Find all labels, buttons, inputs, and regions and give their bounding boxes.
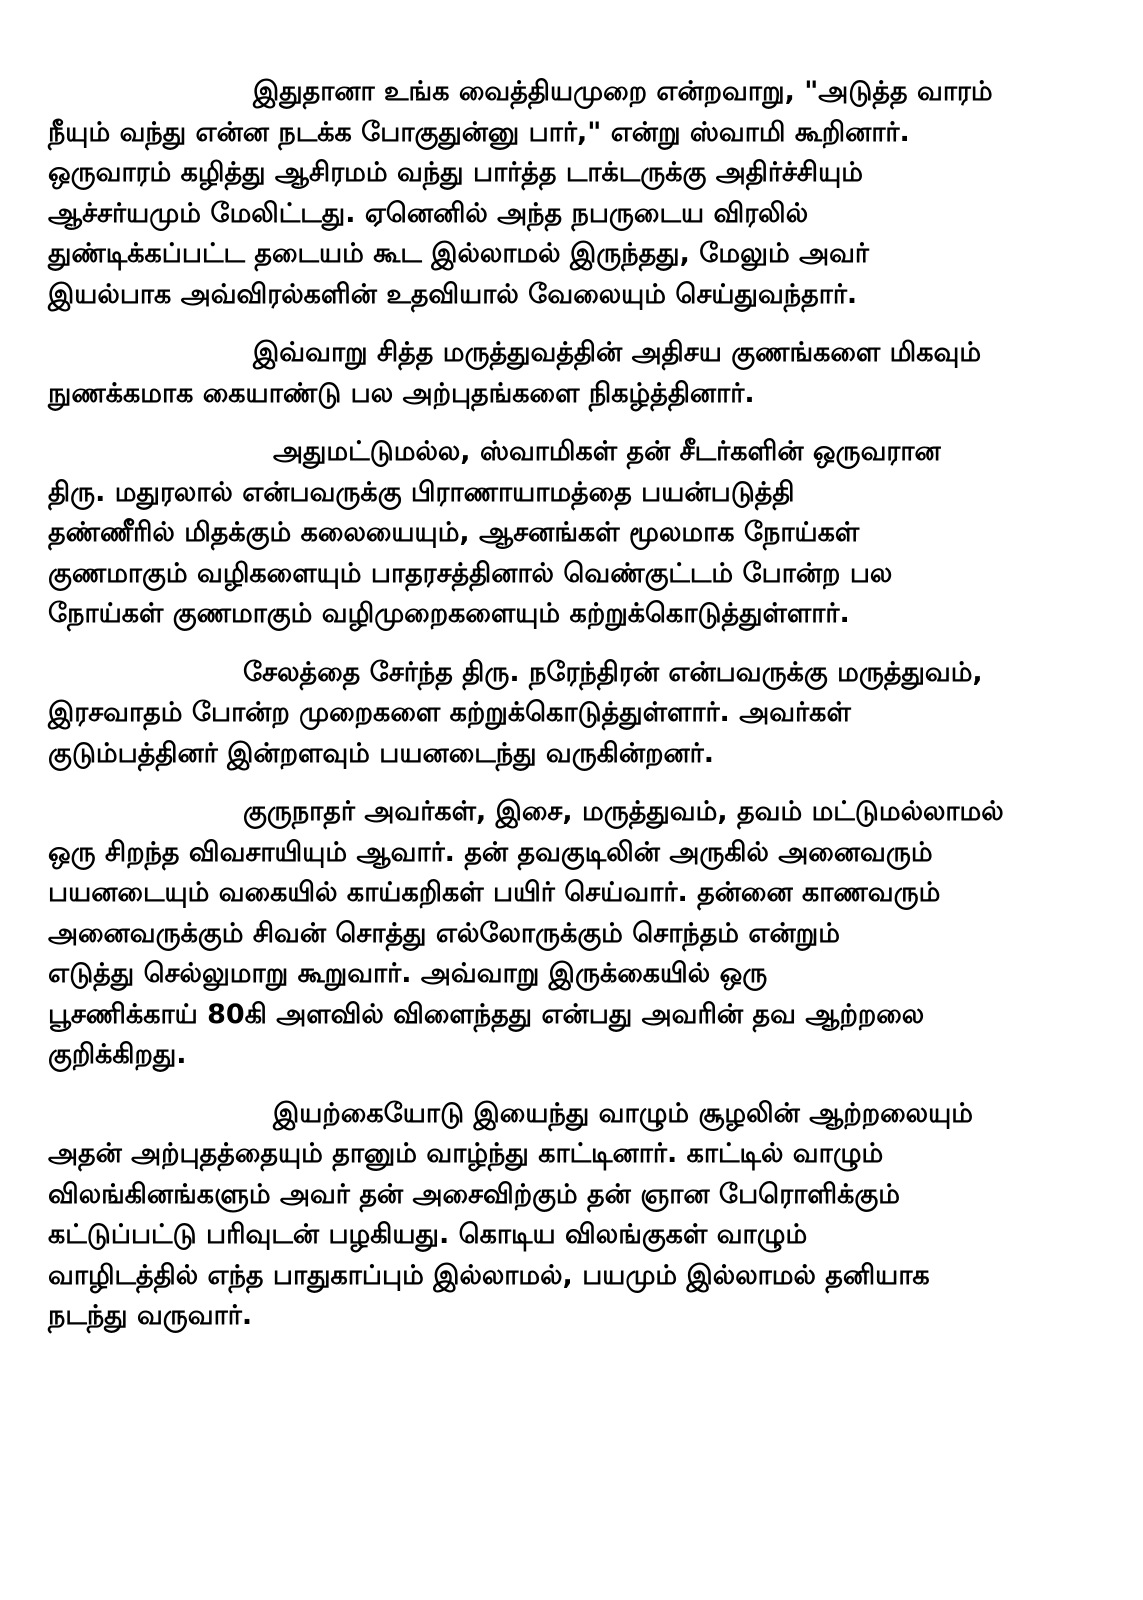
paragraph-line: குணமாகும் வழிகளையும் பாதரசத்தினால் வெண்குட்டம் போன்ற பல	[48, 557, 893, 589]
paragraph-line: ஆச்சர்யமும் மேலிட்டது. ஏனெனில் அந்த நபருடைய விரலில்	[48, 197, 809, 229]
paragraph-line: திரு. மதுரலால் என்பவருக்கு பிராணாயாமத்தை பயன்படுத்தி	[48, 476, 795, 508]
paragraph-1	[48, 72, 1103, 315]
paragraph-line: குருநாதர் அவர்கள், இசை, மருத்துவம், தவம் மட்டுமல்லாமல்	[243, 796, 1004, 827]
paragraph-4	[48, 653, 1103, 775]
paragraph-line: வாழிடத்தில் எந்த பாதுகாப்பும் இல்லாமல், பயமும் இல்லாமல் தனியாக	[48, 1259, 930, 1291]
paragraph-line: இயற்கையோடு இயைந்து வாழும் சூழலின் ஆற்றலையும்	[273, 1097, 973, 1129]
paragraph-line: நடந்து வருவார்.	[48, 1300, 253, 1331]
paragraph-3	[48, 432, 1103, 635]
paragraph-line: துண்டிக்கப்பட்ட தடையம் கூட இல்லாமல் இருந்தது, மேலும் அவர்	[48, 238, 870, 269]
paragraph-line: தண்ணீரில் மிதக்கும் கலையையும், ஆசனங்கள் மூலமாக நோய்கள்	[48, 517, 860, 548]
paragraph-5	[48, 792, 1103, 1076]
paragraph-line: அதுமட்டுமல்ல, ஸ்வாமிகள் தன் சீடர்களின் ஒருவரான	[273, 436, 941, 467]
paragraph-line: பூசணிக்காய் 80கி அளவில் விளைந்தது என்பது அவரின் தவ ஆற்றலை	[48, 998, 925, 1030]
paragraph-line: நீயும் வந்து என்ன நடக்க போகுதுன்னு பார்," என்று ஸ்வாமி கூறினார்.	[48, 116, 910, 148]
paragraph-line: குறிக்கிறது.	[48, 1039, 187, 1070]
paragraph-line: குடும்பத்தினர் இன்றளவும் பயனடைந்து வருகின்றனர்.	[48, 737, 714, 769]
paragraph-line: ஒருவாரம் கழித்து ஆசிரமம் வந்து பார்த்த டாக்டருக்கு அதிர்ச்சியும்	[48, 157, 863, 188]
paragraph-line: நுணக்கமாக கையாண்டு பல அற்புதங்களை நிகழ்த்தினார்.	[48, 377, 755, 409]
paragraph-line: ஒரு சிறந்த விவசாயியும் ஆவார். தன் தவகுடிலின் அருகில் அனைவரும்	[48, 836, 933, 868]
paragraph-line: இதுதானா உங்க வைத்தியமுறை என்றவாறு, "அடுத்த வாரம்	[253, 76, 993, 107]
paragraph-line: அதன் அற்புதத்தையும் தானும் வாழ்ந்து காட்டினார். காட்டில் வாழும்	[48, 1138, 884, 1169]
paragraph-2	[48, 333, 1103, 414]
paragraph-line: கட்டுப்பட்டு பரிவுடன் பழகியது. கொடிய விலங்குகள் வாழும்	[48, 1219, 808, 1250]
paragraph-6	[48, 1094, 1103, 1337]
paragraph-line: இயல்பாக அவ்விரல்களின் உதவியால் வேலையும் செய்துவந்தார்.	[48, 278, 858, 310]
paragraph-line: எடுத்து செல்லுமாறு கூறுவார். அவ்வாறு இருக்கையில் ஒரு	[48, 958, 768, 989]
paragraph-line: இவ்வாறு சித்த மருத்துவத்தின் அதிசய குணங்களை மிகவும்	[253, 337, 982, 368]
paragraph-line: விலங்கினங்களும் அவர் தன் அசைவிற்கும் தன் ஞான பேரொளிக்கும்	[48, 1178, 900, 1210]
paragraph-line: பயனடையும் வகையில் காய்கறிகள் பயிர் செய்வார். தன்னை காணவரும்	[48, 877, 941, 908]
paragraph-line: நோய்கள் குணமாகும் வழிமுறைகளையும் கற்றுக்கொடுத்துள்ளார்.	[48, 598, 850, 629]
paragraph-line: அனைவருக்கும் சிவன் சொத்து எல்லோருக்கும் சொந்தம் என்றும்	[48, 917, 840, 949]
paragraph-line: சேலத்தை சேர்ந்த திரு. நரேந்திரன் என்பவருக்கு மருத்துவம்,	[243, 656, 983, 688]
paragraph-line: இரசவாதம் போன்ற முறைகளை கற்றுக்கொடுத்துள்ளார். அவர்கள்	[48, 697, 851, 728]
